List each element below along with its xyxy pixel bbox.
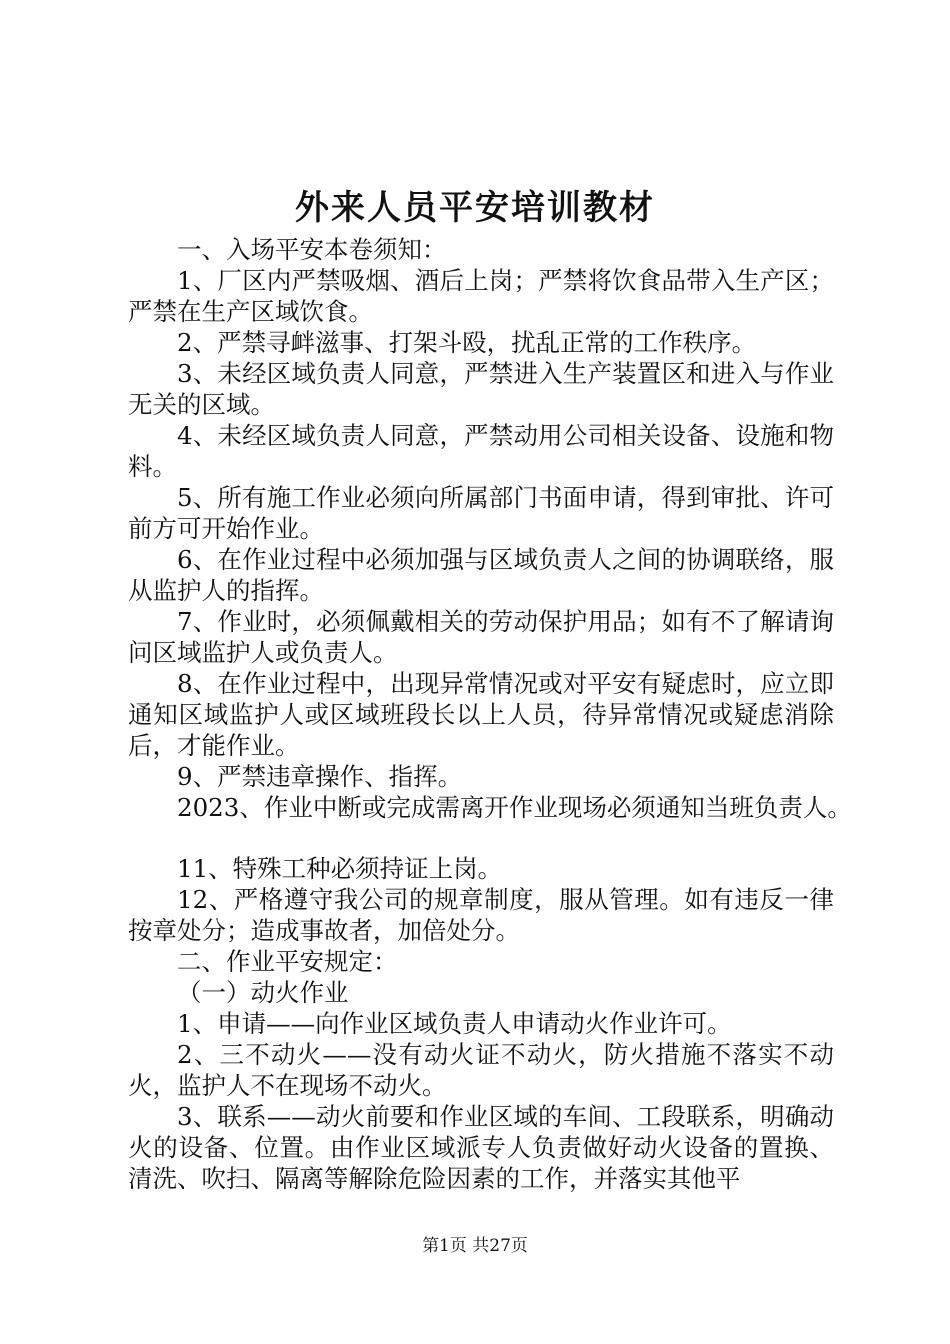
paragraph: 6、在作业过程中必须加强与区域负责人之间的协调联络，服从监护人的指挥。	[128, 545, 834, 605]
paragraph: 1、厂区内严禁吸烟、酒后上岗；严禁将饮食品带入生产区；严禁在生产区域饮食。	[128, 266, 834, 326]
paragraph: 4、未经区域负责人同意，严禁动用公司相关设备、设施和物料。	[128, 421, 834, 481]
paragraph: 2、三不动火——没有动火证不动火，防火措施不落实不动火，监护人不在现场不动火。	[128, 1040, 834, 1100]
paragraph: 5、所有施工作业必须向所属部门书面申请，得到审批、许可前方可开始作业。	[128, 483, 834, 543]
section-heading: 二、作业平安规定：	[177, 947, 398, 976]
page-number: 第1页 共27页	[422, 1236, 528, 1256]
paragraph: 2023、作业中断或完成需离开作业现场必须通知当班负责人。	[177, 793, 852, 822]
subsection-heading: （一）动火作业	[177, 978, 349, 1007]
paragraph: 3、联系——动火前要和作业区域的车间、工段联系，明确动火的设备、位置。由作业区域派专人负责做好动火设备的置换、清洗、吹扫、隔离等解除危险因素的工作，并落实其他平	[128, 1102, 834, 1193]
document-body	[128, 234, 852, 1194]
paragraph: 9、严禁违章操作、指挥。	[177, 762, 463, 791]
paragraph: 8、在作业过程中，出现异常情况或对平安有疑虑时，应立即通知区域监护人或区域班段长以上人员，待异常情况或疑虑消除后，才能作业。	[128, 669, 834, 760]
section-heading: 一、入场平安本卷须知：	[177, 235, 447, 264]
paragraph: 12、严格遵守我公司的规章制度，服从管理。如有违反一律按章处分；造成事故者，加倍处分。	[128, 885, 834, 945]
paragraph: 3、未经区域负责人同意，严禁进入生产装置区和进入与作业无关的区域。	[128, 359, 834, 419]
document-title: 外来人员平安培训教材	[295, 188, 655, 228]
paragraph: 11、特殊工种必须持证上岗。	[177, 854, 503, 883]
paragraph: 1、申请——向作业区域负责人申请动火作业许可。	[177, 1009, 732, 1038]
paragraph: 2、严禁寻衅滋事、打架斗殴，扰乱正常的工作秩序。	[177, 328, 757, 357]
paragraph: 7、作业时，必须佩戴相关的劳动保护用品；如有不了解请询问区域监护人或负责人。	[128, 607, 834, 667]
